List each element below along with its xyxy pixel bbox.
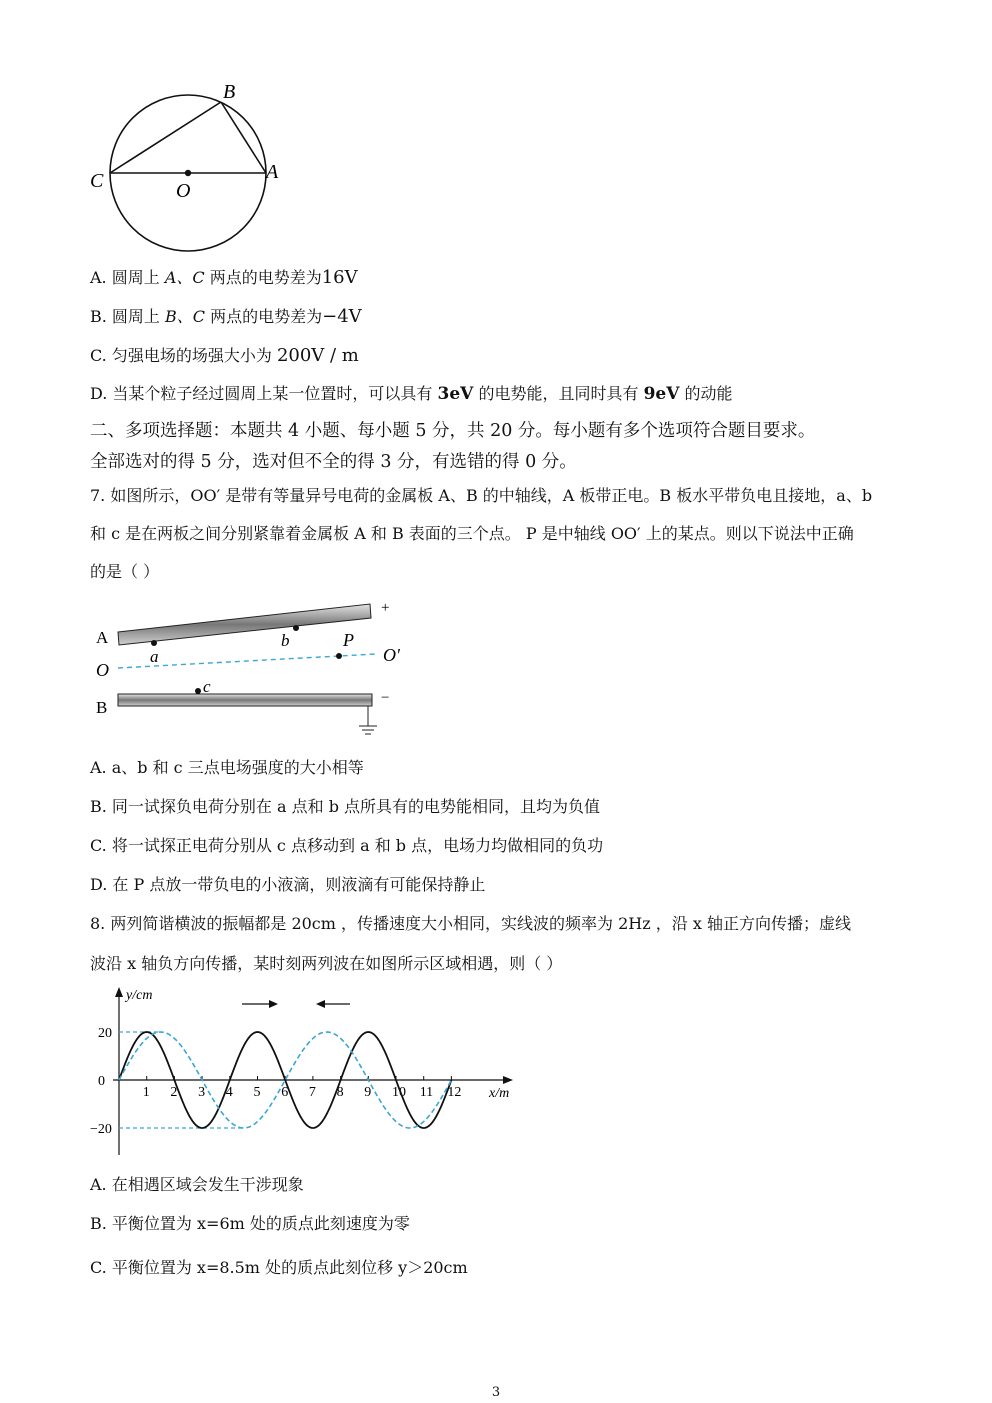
q8-option-b: B. 平衡位置为 x=6m 处的质点此刻速度为零 — [90, 1214, 410, 1233]
q8-stem-line2: 波沿 x 轴负方向传播，某时刻两列波在如图所示区域相遇，则（ ） — [90, 954, 563, 973]
label-o: O — [96, 660, 109, 680]
label-a-point: a — [150, 647, 159, 666]
plates-figure — [88, 596, 418, 748]
circle-figure — [88, 78, 288, 258]
page-number: 3 — [491, 1385, 501, 1400]
label-b-point: b — [281, 631, 290, 650]
y-axis-arrow — [115, 987, 123, 997]
chord-ba — [221, 102, 266, 173]
q7-option-b: B. 同一试探负电荷分别在 a 点和 b 点所具有的电势能相同，且均为负值 — [90, 797, 601, 816]
arrow-left-head — [316, 1000, 325, 1008]
x-tick-label: 9 — [364, 1085, 372, 1100]
wave-chart — [88, 983, 528, 1158]
label-c-point: c — [203, 677, 211, 696]
point-b — [293, 625, 299, 631]
x-tick-label: 6 — [281, 1085, 289, 1100]
q6-option-a: A. 圆周上 A、C 两点的电势差为16V — [90, 267, 358, 288]
x-tick-label: 11 — [419, 1085, 434, 1100]
label-plate-a: A — [96, 628, 109, 647]
label-a: A — [266, 161, 279, 183]
plate-a — [118, 604, 371, 645]
q7-option-a: A. a、b 和 c 三点电场强度的大小相等 — [90, 758, 364, 777]
label-o: O — [176, 180, 191, 202]
q8-option-a: A. 在相遇区域会发生干涉现象 — [90, 1175, 304, 1194]
label-o-prime: O′ — [383, 645, 400, 665]
q8-stem-line1: 8. 两列简谐横波的振幅都是 20cm ，传播速度大小相同，实线波的频率为 2Hz ，沿 x 轴正方向传播；虚线 — [90, 914, 851, 933]
x-tick-label: 4 — [225, 1085, 233, 1100]
q8-option-c: C. 平衡位置为 x=8.5m 处的质点此刻位移 y＞20cm — [90, 1258, 468, 1277]
x-tick-label: 3 — [198, 1085, 206, 1100]
x-tick-label: 5 — [253, 1085, 261, 1100]
y-tick-label: 0 — [98, 1074, 105, 1089]
x-tick-label: 1 — [142, 1085, 150, 1100]
chord-cb — [110, 102, 221, 173]
x-axis-arrow — [503, 1076, 513, 1084]
center-point — [185, 170, 191, 176]
x-tick-label: 8 — [336, 1085, 344, 1100]
q7-option-d: D. 在 P 点放一带负电的小液滴，则液滴有可能保持静止 — [90, 875, 486, 894]
y-tick-label: −20 — [90, 1122, 112, 1137]
q7-stem-line2: 和 c 是在两板之间分别紧靠着金属板 A 和 B 表面的三个点。 P 是中轴线 OO′ 上的某点。则以下说法中正确 — [90, 524, 854, 543]
q7-stem-line1: 7. 如图所示，OO′ 是带有等量异号电荷的金属板 A、B 的中轴线，A 板带正电。B 板水平带负电且接地，a、b — [90, 486, 873, 505]
x-tick-label: 7 — [308, 1085, 316, 1100]
section-heading-line1: 二、多项选择题：本题共 4 小题、每小题 5 分，共 20 分。每小题有多个选项符合题目要求。 — [90, 421, 816, 441]
q6-option-c: C. 匀强电场的场强大小为 200V / m — [90, 345, 359, 366]
label-minus: − — [381, 690, 390, 706]
label-b: B — [223, 81, 236, 103]
plate-b — [118, 694, 372, 706]
point-p — [336, 653, 342, 659]
y-axis-label: y/cm — [126, 988, 153, 1003]
point-c — [195, 688, 201, 694]
y-tick-label: 20 — [98, 1026, 112, 1041]
q6-option-b: B. 圆周上 B、C 两点的电势差为−4V — [90, 306, 362, 327]
point-a — [151, 640, 157, 646]
section-heading-line2: 全部选对的得 5 分，选对但不全的得 3 分，有选错的得 0 分。 — [90, 452, 577, 472]
x-tick-label: 2 — [170, 1085, 178, 1100]
q7-stem-line3: 的是（ ） — [90, 562, 160, 581]
label-p-point: P — [343, 630, 354, 650]
label-plate-b: B — [96, 698, 108, 717]
x-tick-label: 12 — [447, 1085, 462, 1100]
arrow-right-head — [269, 1000, 278, 1008]
label-c: C — [90, 170, 104, 192]
q6-option-d: D. 当某个粒子经过圆周上某一位置时，可以具有 3eV 的电势能，且同时具有 9eV 的动能 — [90, 384, 733, 404]
q7-option-c: C. 将一试探正电荷分别从 c 点移动到 a 和 b 点，电场力均做相同的负功 — [90, 836, 604, 855]
x-axis-label: x/m — [489, 1086, 510, 1101]
label-plus: + — [381, 600, 390, 616]
x-tick-label: 10 — [392, 1085, 406, 1100]
